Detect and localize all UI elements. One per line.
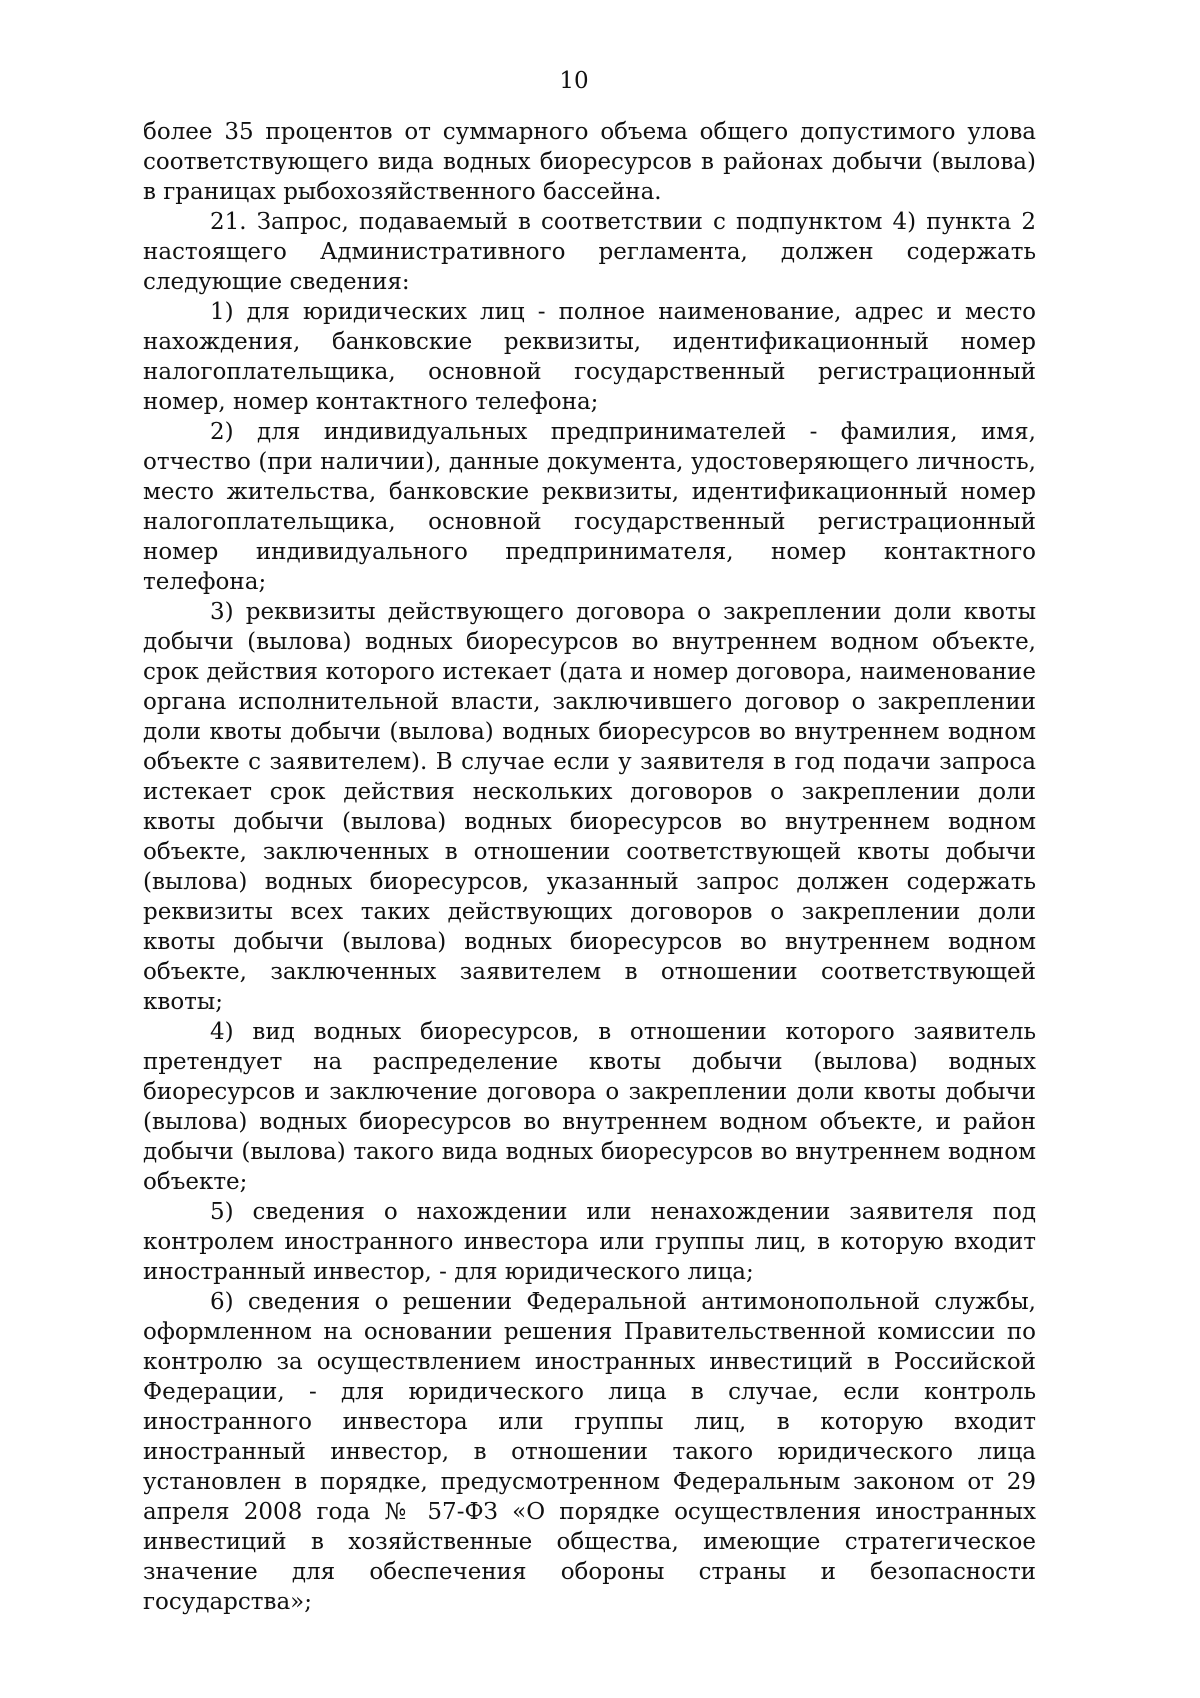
paragraph-subitem-1: 1) для юридических лиц - полное наименование, адрес и место нахождения, банковские реквизиты, идентификационный номер налогоплательщика, основной государственный регистрационный номер, номер контактного телефона; <box>143 299 1036 415</box>
paragraph-subitem-2: 2) для индивидуальных предпринимателей - фамилия, имя, отчество (при наличии), данные документа, удостоверяющего личность, место жительства, банковские реквизиты, идентификационный номер налогоплательщика, основной государственный регистрационный номер индивидуального предпринимателя, номер контактного телефона; <box>143 419 1036 595</box>
paragraph-continuation: более 35 процентов от суммарного объема общего допустимого улова соответствующего вида водных биоресурсов в районах добычи (вылова) в границах рыбохозяйственного бассейна. <box>143 119 1036 205</box>
paragraph-subitem-3: 3) реквизиты действующего договора о закреплении доли квоты добычи (вылова) водных биоресурсов во внутреннем водном объекте, срок действия которого истекает (дата и номер договора, наименование органа исполнительной власти, заключившего договор о закреплении доли квоты добычи (вылова) водных биоресурсов во внутреннем водном объекте с заявителем). В случае если у заявителя в год подачи запроса истекает срок действия нескольких договоров о закреплении доли квоты добычи (вылова) водных биоресурсов во внутреннем водном объекте, заключенных в отношении соответствующей квоты добычи (вылова) водных биоресурсов, указанный запрос должен содержать реквизиты всех таких действующих договоров о закреплении доли квоты добычи (вылова) водных биоресурсов во внутреннем водном объекте, заключенных заявителем в отношении соответствующей квоты; <box>143 599 1036 1015</box>
paragraph-item-21: 21. Запрос, подаваемый в соответствии с подпунктом 4) пункта 2 настоящего Административного регламента, должен содержать следующие сведения: <box>143 209 1036 295</box>
page-number: 10 <box>559 68 589 94</box>
paragraph-subitem-4: 4) вид водных биоресурсов, в отношении которого заявитель претендует на распределение квоты добычи (вылова) водных биоресурсов и заключение договора о закреплении доли квоты добычи (вылова) водных биоресурсов во внутреннем водном объекте, и район добычи (вылова) такого вида водных биоресурсов во внутреннем водном объекте; <box>143 1019 1036 1195</box>
paragraph-subitem-5: 5) сведения о нахождении или ненахождении заявителя под контролем иностранного инвестора или группы лиц, в которую входит иностранный инвестор, - для юридического лица; <box>143 1199 1036 1285</box>
document-body <box>143 117 1036 1617</box>
paragraph-subitem-6: 6) сведения о решении Федеральной антимонопольной службы, оформленном на основании решения Правительственной комиссии по контролю за осуществлением иностранных инвестиций в Российской Федерации, - для юридического лица в случае, если контроль иностранного инвестора или группы лиц, в которую входит иностранный инвестор, в отношении такого юридического лица установлен в порядке, предусмотренном Федеральным законом от 29 апреля 2008 года № 57-ФЗ «О порядке осуществления иностранных инвестиций в хозяйственные общества, имеющие стратегическое значение для обеспечения обороны страны и безопасности государства»; <box>143 1289 1036 1615</box>
